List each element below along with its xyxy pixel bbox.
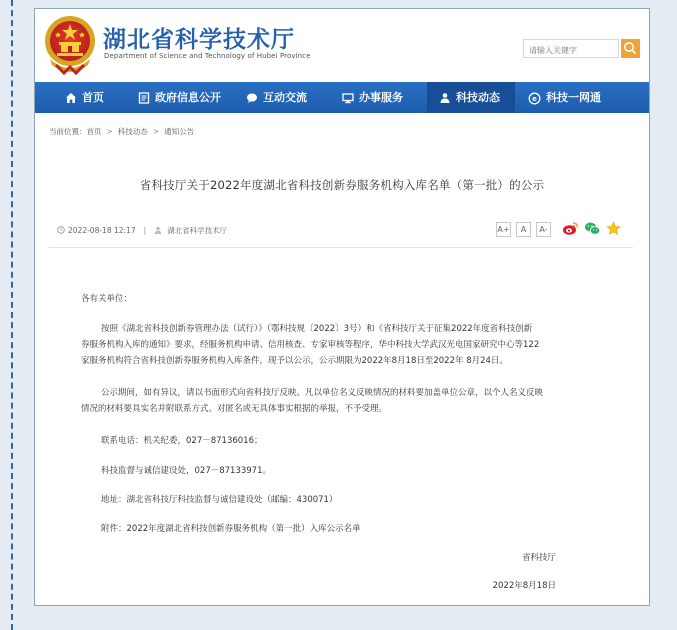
home-icon: [65, 92, 77, 104]
signature-date: 2022年8月18日: [492, 581, 556, 591]
breadcrumb-notices[interactable]: 通知公告: [164, 127, 195, 136]
nav-tech-news[interactable]: [427, 82, 515, 113]
monitor-icon: [342, 92, 354, 104]
breadcrumb-separator: >: [152, 127, 160, 136]
chat-icon: [246, 92, 258, 104]
breadcrumb: [49, 126, 194, 137]
document-icon: [138, 92, 150, 104]
user-icon: [154, 226, 162, 234]
nav-gov-info[interactable]: [138, 82, 221, 113]
nav-interaction-label: 互动交流: [263, 91, 307, 104]
paragraph-1-line-2: 券服务机构入库的通知》要求，经服务机构申请、信用核查、专家审核等程序，华中科技大学武汉光电国家研究中心等122: [81, 340, 540, 350]
globe-icon: [528, 92, 541, 105]
nav-gov-info-label: 政府信息公开: [155, 91, 221, 104]
attachment-link[interactable]: 附件：2022年度湖北省科技创新券服务机构（第一批）入库公示名单: [101, 524, 361, 534]
svg-text:e: e: [532, 94, 537, 103]
nav-services[interactable]: [342, 82, 403, 113]
meta-divider-line: [49, 247, 633, 248]
nav-home-label: 首页: [82, 91, 104, 104]
wechat-share-icon[interactable]: [584, 221, 601, 236]
paragraph-2-line-2: 情况的材料要具实名并附联系方式。对匿名或无具体事实根据的举报，不予受理。: [81, 404, 388, 414]
nav-tech-news-label: 科技动态: [456, 91, 500, 104]
nav-services-label: 办事服务: [359, 91, 403, 104]
nav-tech-portal[interactable]: [528, 82, 601, 113]
search-button[interactable]: [621, 39, 640, 58]
breadcrumb-separator: >: [106, 127, 113, 136]
breadcrumb-prefix: 当前位置：: [49, 127, 87, 136]
article-title: 省科技厅关于2022年度湖北省科技创新券服务机构入库名单（第一批）的公示: [139, 178, 545, 192]
breadcrumb-tech-news[interactable]: 科技动态: [117, 127, 148, 136]
page-left-dashed-border: [11, 0, 13, 630]
article-source: 湖北省科学技术厅: [167, 226, 228, 235]
paragraph-2-line-1: 公示期间，如有异议，请以书面形式向省科技厅反映。凡以单位名义反映情况的材料要加盖单位公章，以个人名义反映: [101, 388, 544, 398]
browser-page-frame: [34, 8, 650, 606]
contact-phone-2: 科技监督与诚信建设处，027－87133971。: [101, 466, 271, 476]
search-input[interactable]: [523, 39, 619, 58]
signature: 省科技厅: [521, 553, 556, 563]
clock-icon: [57, 226, 65, 234]
magnifier-icon: [621, 39, 640, 58]
font-size-decrease-button[interactable]: A-: [536, 222, 551, 237]
font-size-increase-button[interactable]: A+: [496, 222, 511, 237]
paragraph-1-line-1: 按照《湖北省科技创新券管理办法（试行）》（鄂科技规〔2022〕3号）和《省科技厅关于征集2022年度省科技创新: [101, 324, 533, 334]
site-subtitle: Department of Science and Technology of Hubei Province: [104, 52, 311, 60]
article-date: 2022-08-18 12:17: [68, 226, 136, 235]
site-header: [35, 9, 649, 82]
font-size-normal-button[interactable]: A: [516, 222, 531, 237]
breadcrumb-home[interactable]: 首页: [86, 127, 102, 136]
article-meta-info: [57, 225, 227, 236]
meta-divider: |: [143, 226, 147, 235]
main-nav: [35, 82, 649, 113]
national-emblem-icon: [44, 15, 96, 75]
contact-phone-1: 联系电话：机关纪委，027－87136016；: [101, 436, 263, 446]
site-title[interactable]: 湖北省科学技术厅: [103, 26, 295, 53]
nav-interaction[interactable]: [246, 82, 307, 113]
weibo-share-icon[interactable]: [562, 221, 579, 236]
person-icon: [439, 92, 451, 104]
contact-address: 地址：湖北省科技厅科技监督与诚信建设处（邮编：430071）: [101, 495, 338, 505]
nav-tech-portal-label: 科技一网通: [546, 91, 601, 104]
paragraph-1-line-3: 家服务机构符合省科技创新券服务机构入库条件，现予以公示，公示期限为2022年8月18日至2022年 8月24日。: [81, 356, 508, 366]
nav-home[interactable]: [65, 82, 104, 113]
favorite-star-icon[interactable]: [606, 221, 621, 236]
greeting: 各有关单位：: [81, 294, 133, 304]
